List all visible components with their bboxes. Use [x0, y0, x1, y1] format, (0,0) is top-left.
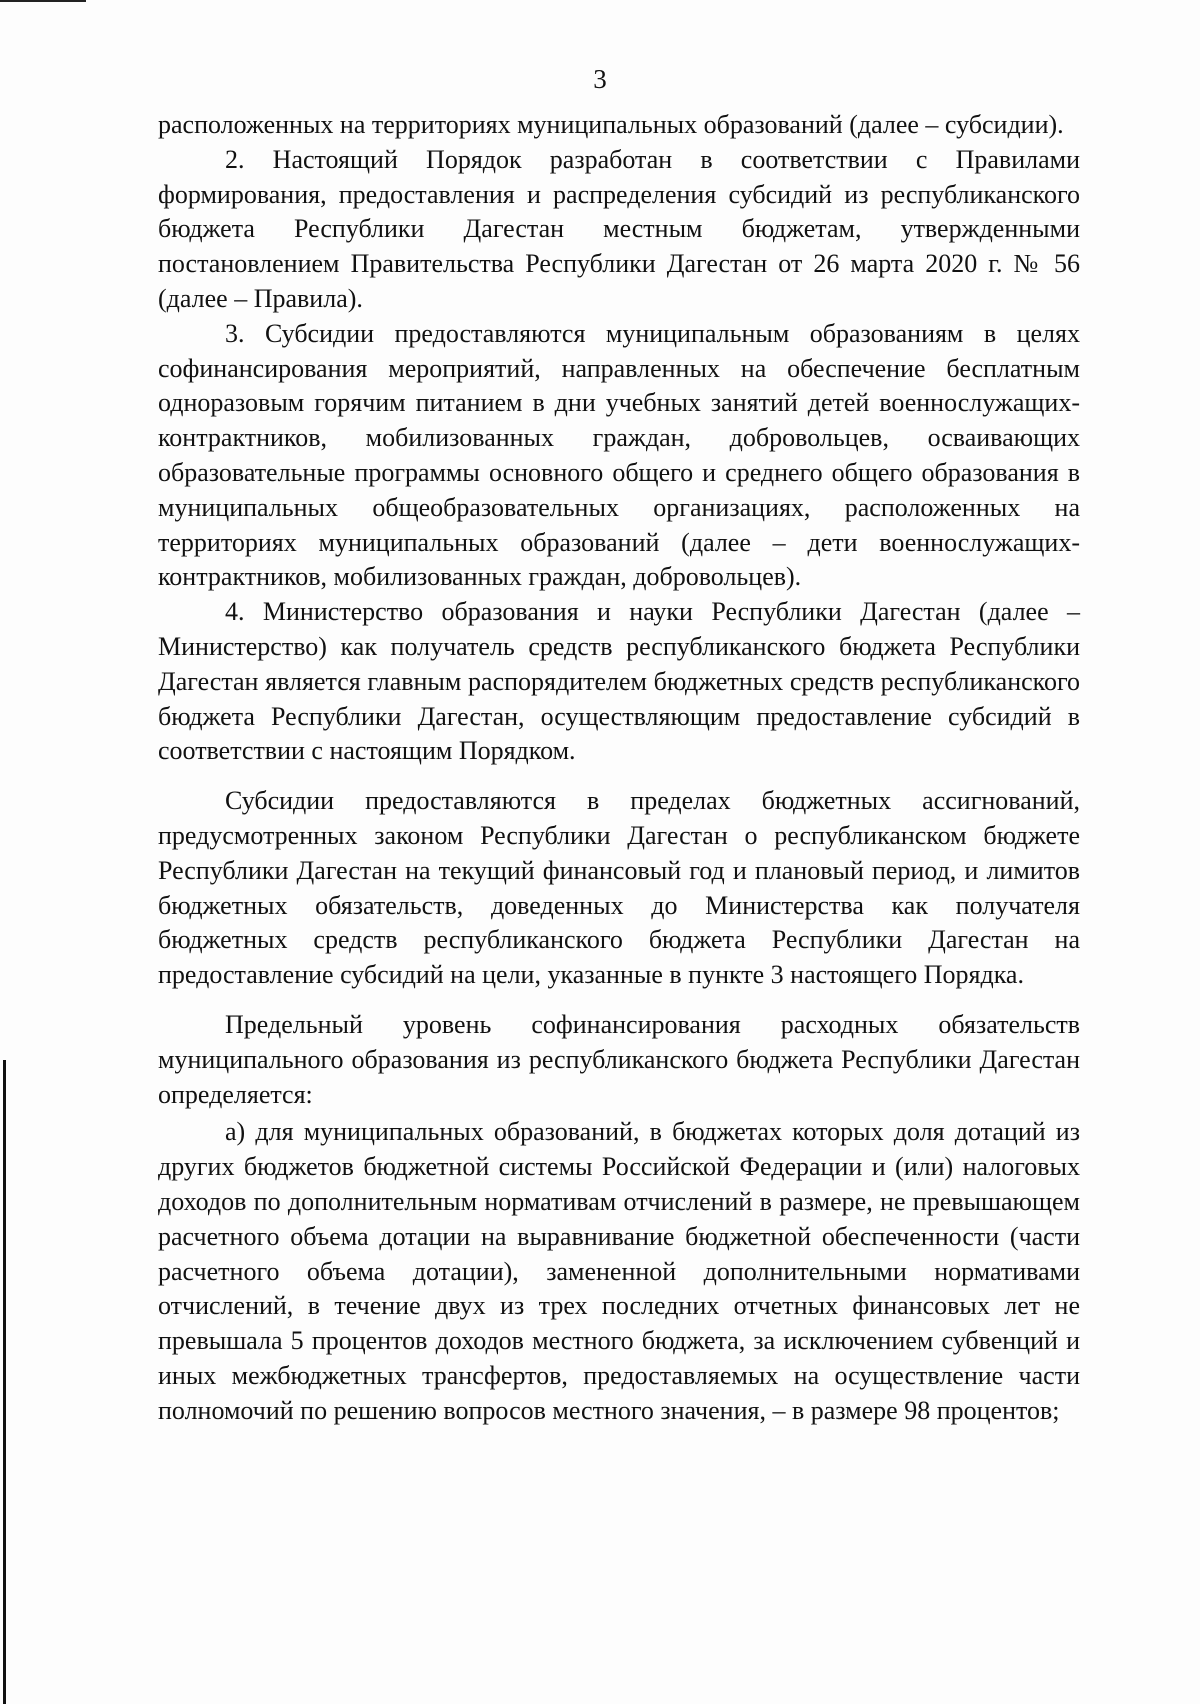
- document-body: [158, 108, 1080, 1428]
- page-number: 3: [593, 64, 607, 94]
- paragraph-cofinancing-level: Предельный уровень софинансирования расходных обязательств муниципального образования из республиканского бюджета Республики Дагестан определяется:: [158, 1009, 1080, 1109]
- paragraph-subsidy-limits: Субсидии предоставляются в пределах бюджетных ассигнований, предусмотренных законом Республики Дагестан о республиканском бюджете Республики Дагестан на текущий финансовый год и плановый период, и лимитов бюджетных обязательств, доведенных до Министерства как получателя бюджетных средств республиканского бюджета Республики Дагестан на предоставление субсидий на цели, указанные в пункте 3 настоящего Порядка.: [158, 786, 1080, 990]
- paragraph-item-a: а) для муниципальных образований, в бюджетах которых доля дотаций из других бюджетов бюджетной системы Российской Федерации и (или) налоговых доходов по дополнительным нормативам отчислений в размере, не превышающем расчетного объема дотации на выравнивание бюджетной обеспеченности (части расчетного объема дотации), замененной дополнительными нормативами отчислений, в течение двух из трех последних отчетных финансовых лет не превышала 5 процентов доходов местного бюджета, за исключением субвенций и иных межбюджетных трансфертов, предоставляемых на осуществление части полномочий по решению вопросов местного значения, – в размере 98 процентов;: [158, 1117, 1080, 1425]
- paragraph-clause-3: 3. Субсидии предоставляются муниципальным образованиям в целях софинансирования мероприятий, направленных на обеспечение бесплатным одноразовым горячим питанием в дни учебных занятий детей военнослужащих-контрактников, мобилизованных граждан, добровольцев, осваивающих образовательные программы основного общего и среднего общего образования в муниципальных общеобразовательных организациях, расположенных на территориях муниципальных образований (далее – дети военнослужащих-контрактников, мобилизованных граждан, добровольцев).: [158, 318, 1080, 592]
- paragraph-clause-2: 2. Настоящий Порядок разработан в соответствии с Правилами формирования, предоставления и распределения субсидий из республиканского бюджета Республики Дагестан местным бюджетам, утвержденными постановлением Правительства Республики Дагестан от 26 марта 2020 г. № 56 (далее – Правила).: [158, 144, 1080, 313]
- paragraph-continuation: расположенных на территориях муниципальных образований (далее – субсидии).: [158, 110, 1064, 139]
- scan-edge-left: [3, 1060, 6, 1704]
- paragraph-clause-4: 4. Министерство образования и науки Республики Дагестан (далее – Министерство) как получатель средств республиканского бюджета Республики Дагестан является главным распорядителем бюджетных средств республиканского бюджета Республики Дагестан, осуществляющим предоставление субсидий в соответствии с настоящим Порядком.: [158, 597, 1080, 766]
- scan-edge-top: [0, 0, 86, 2]
